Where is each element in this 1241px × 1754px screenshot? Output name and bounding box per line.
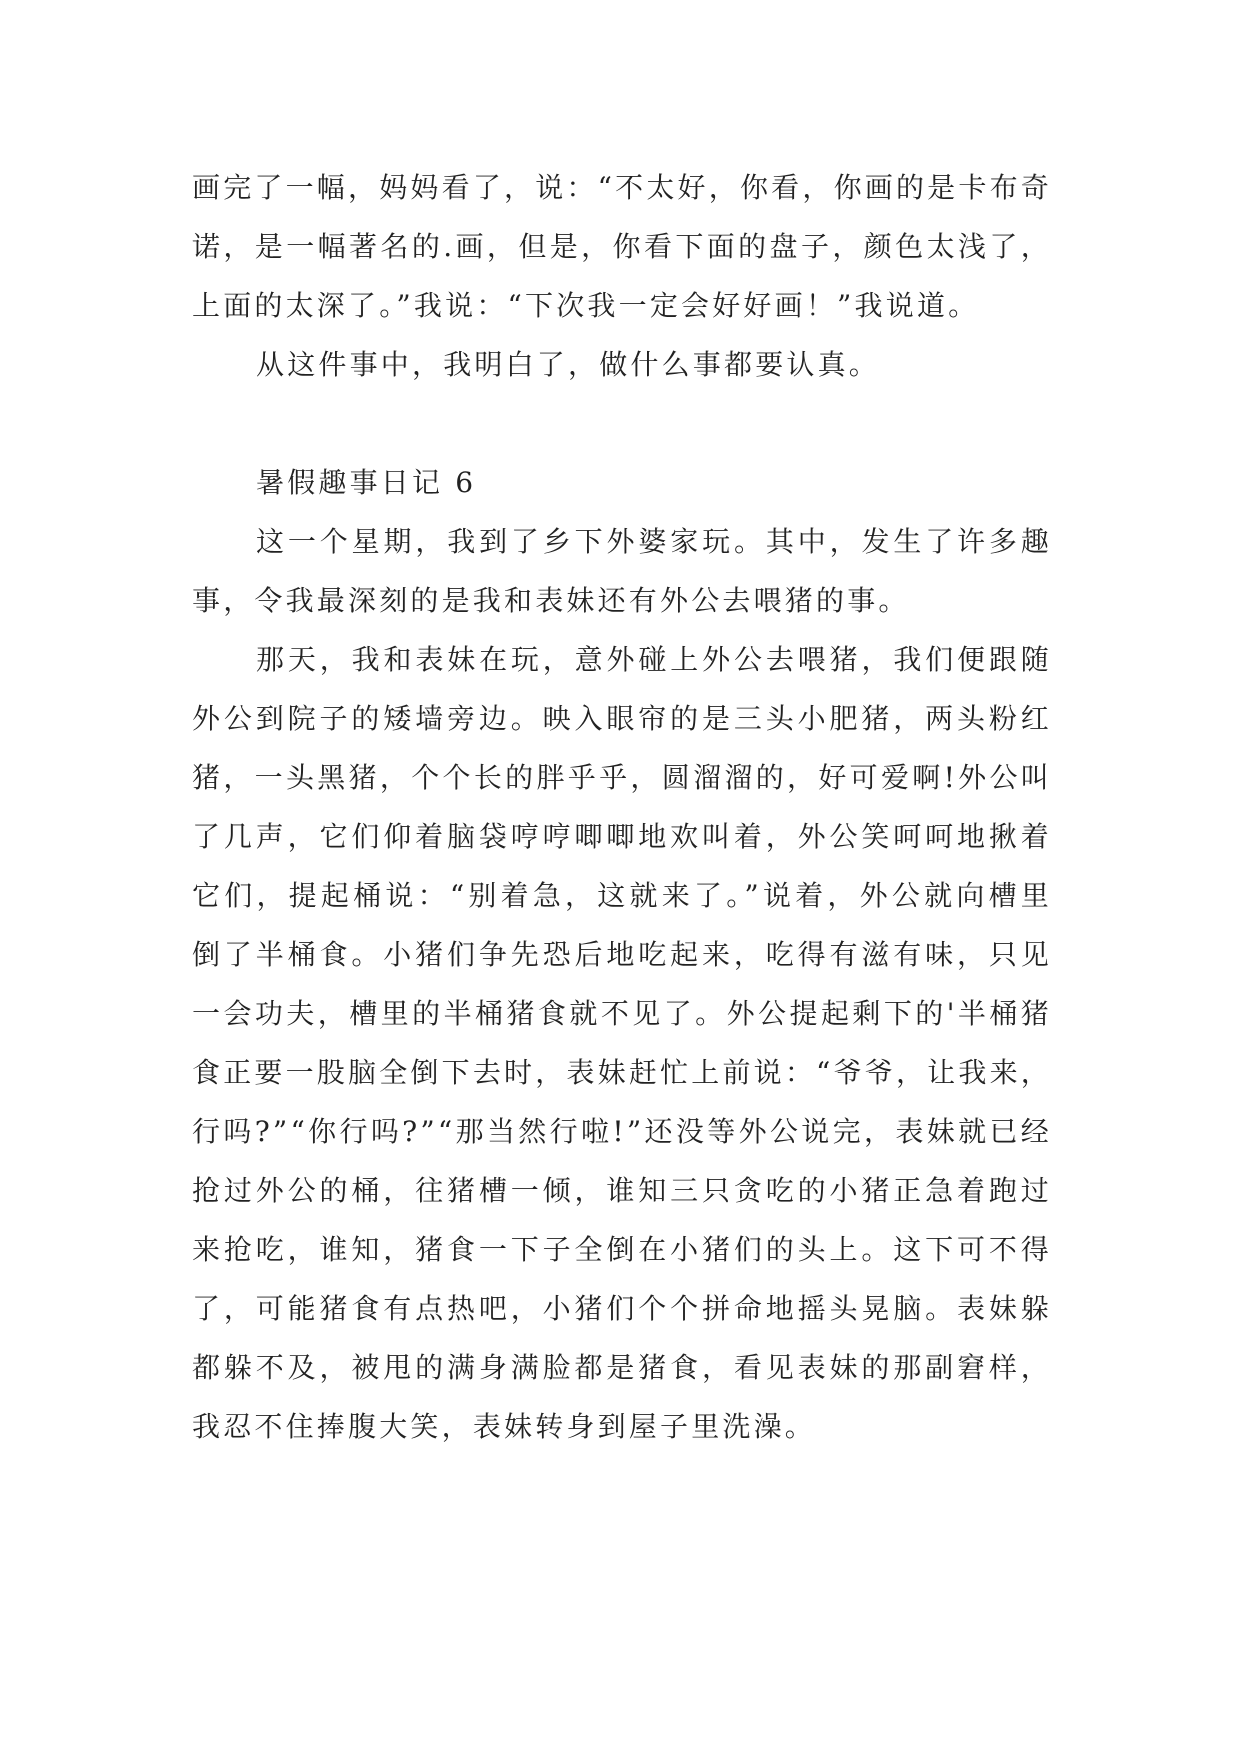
paragraph-2: 从这件事中，我明白了，做什么事都要认真。 (256, 348, 881, 381)
paragraph-1: 画完了一幅，妈妈看了，说：“不太好，你看，你画的是卡布奇诺，是一幅著名的.画，但是，你看下面的盘子，颜色太浅了，上面的太深了。”我说：“下次我一定会好好画！”我说道。 (192, 171, 1052, 322)
paragraph-4: 那天，我和表妹在玩，意外碰上外公去喂猪，我们便跟随外公到院子的矮墙旁边。映入眼帘的是三头小肥猪，两头粉红猪，一头黑猪，个个长的胖乎乎，圆溜溜的，好可爱啊!外公叫了几声，它们仰着脑袋哼哼唧唧地欢叫着，外公笑呵呵地揪着它们，提起桶说：“别着急，这就来了。”说着，外公就向槽里倒了半桶食。小猪们争先恐后地吃起来，吃得有滋有味，只见一会功夫，槽里的半桶猪食就不见了。外公提起剩下的'半桶猪食正要一股脑全倒下去时，表妹赶忙上前说：“爷爷，让我来，行吗?”“你行吗?”“那当然行啦!”还没等外公说完，表妹就已经抢过外公的桶，往猪槽一倾，谁知三只贪吃的小猪正急着跑过来抢吃，谁知，猪食一下子全倒在小猪们的头上。这下可不得了，可能猪食有点热吧，小猪们个个拼命地摇头晃脑。表妹躲都躲不及，被甩的满身满脸都是猪食，看见表妹的那副窘样，我忍不住捧腹大笑，表妹转身到屋子里洗澡。 (192, 643, 1052, 1443)
paragraph-3: 这一个星期，我到了乡下外婆家玩。其中，发生了许多趣事，令我最深刻的是我和表妹还有外公去喂猪的事。 (192, 525, 1052, 617)
section-gap (192, 394, 1052, 453)
section-heading: 暑假趣事日记 6 (256, 466, 477, 499)
document-body (192, 158, 1052, 1456)
